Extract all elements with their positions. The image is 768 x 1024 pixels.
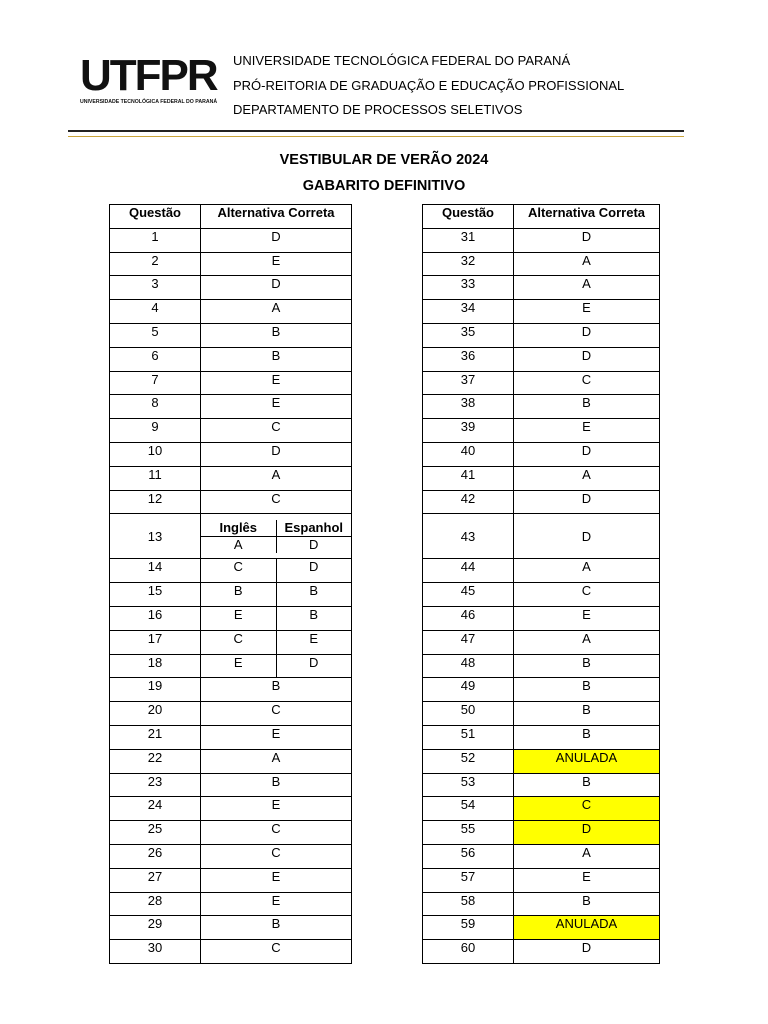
correct-answer: B: [514, 678, 660, 702]
column-header-answer: Alternativa Correta: [514, 205, 660, 229]
table-row: [110, 821, 352, 845]
question-number: 52: [423, 749, 514, 773]
table-row: [110, 323, 352, 347]
question-number: 23: [110, 773, 201, 797]
correct-answer: B: [201, 773, 352, 797]
correct-answer: A: [514, 466, 660, 490]
table-row: [110, 583, 352, 607]
question-number: 50: [423, 702, 514, 726]
answer-english: A: [201, 536, 276, 553]
table-row: [423, 678, 660, 702]
question-number: 39: [423, 419, 514, 443]
table-row: [423, 514, 660, 559]
correct-answer: B: [514, 654, 660, 678]
language-split: [201, 559, 351, 582]
question-number: 32: [423, 252, 514, 276]
question-number: 55: [423, 821, 514, 845]
table-row: [110, 419, 352, 443]
question-number: 3: [110, 276, 201, 300]
table-row: [110, 490, 352, 514]
correct-answer: B: [514, 773, 660, 797]
correct-answer: B: [201, 323, 352, 347]
question-number: 7: [110, 371, 201, 395]
table-row: [110, 466, 352, 490]
table-row: [423, 442, 660, 466]
question-number: 58: [423, 892, 514, 916]
document-subtitle: GABARITO DEFINITIVO: [302, 178, 466, 194]
table-row: [110, 630, 352, 654]
question-number: 29: [110, 916, 201, 940]
table-row: [110, 916, 352, 940]
language-answers: [201, 654, 352, 678]
table-row: [423, 323, 660, 347]
question-number: 21: [110, 725, 201, 749]
language-split: [201, 631, 351, 654]
table-row: [110, 559, 352, 583]
correct-answer: C: [201, 940, 352, 964]
table-row: [110, 940, 352, 964]
question-number: 38: [423, 395, 514, 419]
correct-answer: E: [201, 797, 352, 821]
correct-answer: D: [514, 442, 660, 466]
answer-english: E: [201, 655, 277, 678]
correct-answer: A: [201, 749, 352, 773]
question-number: 4: [110, 300, 201, 324]
question-number: 1: [110, 228, 201, 252]
answer-english: B: [201, 583, 277, 606]
language-answers: [201, 559, 352, 583]
correct-answer: B: [514, 702, 660, 726]
utfpr-logo: [80, 51, 220, 110]
language-answers: [201, 514, 352, 559]
table-row: [423, 252, 660, 276]
correct-answer: E: [514, 606, 660, 630]
correct-answer: D: [201, 442, 352, 466]
correct-answer: D: [514, 347, 660, 371]
table-row: [423, 490, 660, 514]
correct-answer: A: [514, 276, 660, 300]
logo-mark: UTFPR: [80, 51, 217, 100]
question-number: 10: [110, 442, 201, 466]
question-number: 60: [423, 940, 514, 964]
answer-table-left: [109, 204, 352, 964]
correct-answer: A: [514, 559, 660, 583]
table-row: [423, 276, 660, 300]
table-row: [423, 749, 660, 773]
table-row: [423, 844, 660, 868]
question-number: 43: [423, 514, 514, 559]
table-row: [423, 466, 660, 490]
question-number: 17: [110, 630, 201, 654]
table-row: [110, 844, 352, 868]
answer-spanish: B: [309, 583, 319, 599]
correct-answer: D: [514, 821, 660, 845]
table-row: [110, 606, 352, 630]
question-number: 5: [110, 323, 201, 347]
question-number: 27: [110, 868, 201, 892]
header-line-university: UNIVERSIDADE TECNOLÓGICA FEDERAL DO PARANÁ: [233, 53, 571, 68]
correct-answer: E: [201, 892, 352, 916]
correct-answer: C: [201, 419, 352, 443]
answer-spanish: D: [309, 559, 319, 575]
language-split: [201, 583, 351, 606]
answer-english: E: [201, 607, 277, 630]
answer-table-right: [422, 204, 660, 964]
question-number: 19: [110, 678, 201, 702]
table-row: [423, 300, 660, 324]
question-number: 51: [423, 725, 514, 749]
question-number: 35: [423, 323, 514, 347]
document-title: VESTIBULAR DE VERÃO 2024: [279, 152, 489, 168]
header-rule: [68, 130, 684, 132]
answer-spanish: B: [309, 606, 319, 622]
correct-answer: E: [201, 868, 352, 892]
correct-answer: B: [201, 916, 352, 940]
column-header-question: Questão: [110, 205, 201, 229]
table-row: [423, 630, 660, 654]
question-number: 40: [423, 442, 514, 466]
table-row: [423, 559, 660, 583]
question-number: 24: [110, 797, 201, 821]
correct-answer: B: [514, 892, 660, 916]
correct-answer: C: [514, 371, 660, 395]
question-number: 31: [423, 228, 514, 252]
table-row: [423, 395, 660, 419]
answer-spanish: D: [309, 536, 319, 552]
table-row: [110, 892, 352, 916]
column-header-question: Questão: [423, 205, 514, 229]
institution-header: [233, 49, 624, 123]
question-number: 59: [423, 916, 514, 940]
table-row: [423, 371, 660, 395]
table-row: [423, 797, 660, 821]
language-answers: [201, 630, 352, 654]
question-number: 25: [110, 821, 201, 845]
question-number: 18: [110, 654, 201, 678]
answer-english: C: [201, 631, 277, 654]
column-header-answer: Alternativa Correta: [201, 205, 352, 229]
question-number: 6: [110, 347, 201, 371]
table-row: [423, 606, 660, 630]
correct-answer: D: [514, 323, 660, 347]
logo-tagline: UNIVERSIDADE TECNOLÓGICA FEDERAL DO PARANÁ: [80, 99, 218, 105]
question-number: 26: [110, 844, 201, 868]
question-number: 28: [110, 892, 201, 916]
question-number: 45: [423, 583, 514, 607]
language-split: [201, 607, 351, 630]
table-row: [423, 940, 660, 964]
correct-answer: E: [201, 395, 352, 419]
table-row: [423, 868, 660, 892]
table-row: [110, 749, 352, 773]
correct-answer: B: [201, 347, 352, 371]
question-number: 53: [423, 773, 514, 797]
language-answers: [201, 606, 352, 630]
question-number: 30: [110, 940, 201, 964]
language-split: [201, 520, 351, 553]
correct-answer: A: [514, 844, 660, 868]
correct-answer: B: [201, 678, 352, 702]
question-number: 57: [423, 868, 514, 892]
question-number: 15: [110, 583, 201, 607]
language-split: [201, 655, 351, 678]
question-number: 16: [110, 606, 201, 630]
table-row: [423, 228, 660, 252]
table-row: [110, 678, 352, 702]
correct-answer: C: [201, 702, 352, 726]
table-row: [423, 892, 660, 916]
question-number: 11: [110, 466, 201, 490]
table-row: [110, 395, 352, 419]
answer-spanish: D: [309, 654, 319, 670]
question-number: 12: [110, 490, 201, 514]
correct-answer: E: [514, 300, 660, 324]
question-number: 42: [423, 490, 514, 514]
correct-answer: A: [514, 252, 660, 276]
table-row: [110, 300, 352, 324]
table-row: [110, 725, 352, 749]
question-number: 8: [110, 395, 201, 419]
correct-answer: ANULADA: [514, 749, 660, 773]
table-row: [110, 773, 352, 797]
question-number: 56: [423, 844, 514, 868]
question-number: 47: [423, 630, 514, 654]
correct-answer: C: [201, 844, 352, 868]
correct-answer: E: [514, 419, 660, 443]
correct-answer: C: [201, 490, 352, 514]
correct-answer: D: [201, 276, 352, 300]
correct-answer: D: [514, 490, 660, 514]
table-row: [423, 725, 660, 749]
correct-answer: E: [201, 252, 352, 276]
question-number: 46: [423, 606, 514, 630]
correct-answer: C: [514, 797, 660, 821]
answer-english: C: [201, 559, 277, 582]
answer-spanish: E: [309, 630, 319, 646]
correct-answer: D: [514, 940, 660, 964]
correct-answer: A: [201, 300, 352, 324]
question-number: 14: [110, 559, 201, 583]
correct-answer: E: [201, 371, 352, 395]
table-row: [423, 821, 660, 845]
table-row: [110, 654, 352, 678]
question-number: 2: [110, 252, 201, 276]
question-number: 41: [423, 466, 514, 490]
question-number: 20: [110, 702, 201, 726]
correct-answer: D: [514, 514, 660, 559]
table-row: [110, 228, 352, 252]
correct-answer: C: [514, 583, 660, 607]
header-rule-accent: [68, 136, 684, 137]
table-row: [110, 371, 352, 395]
language-header-spanish: Espanhol: [276, 520, 351, 537]
language-header-english: Inglês: [201, 520, 276, 537]
question-number: 49: [423, 678, 514, 702]
question-number: 54: [423, 797, 514, 821]
table-row: [423, 916, 660, 940]
question-number: 22: [110, 749, 201, 773]
correct-answer: E: [514, 868, 660, 892]
table-row: [110, 276, 352, 300]
correct-answer: B: [514, 395, 660, 419]
correct-answer: D: [514, 228, 660, 252]
table-row: [110, 514, 352, 559]
table-row: [110, 868, 352, 892]
question-number: 13: [110, 514, 201, 559]
question-number: 44: [423, 559, 514, 583]
table-row: [423, 583, 660, 607]
correct-answer: A: [514, 630, 660, 654]
correct-answer: E: [201, 725, 352, 749]
header-line-pro-rectory: PRÓ-REITORIA DE GRADUAÇÃO E EDUCAÇÃO PROFISSIONAL: [233, 77, 625, 93]
question-number: 9: [110, 419, 201, 443]
question-number: 33: [423, 276, 514, 300]
table-row: [423, 419, 660, 443]
correct-answer: B: [514, 725, 660, 749]
table-row: [110, 252, 352, 276]
header-line-department: DEPARTAMENTO DE PROCESSOS SELETIVOS: [233, 102, 523, 117]
question-number: 37: [423, 371, 514, 395]
correct-answer: C: [201, 821, 352, 845]
language-answers: [201, 583, 352, 607]
question-number: 48: [423, 654, 514, 678]
table-row: [423, 654, 660, 678]
table-row: [110, 702, 352, 726]
table-row: [423, 702, 660, 726]
correct-answer: A: [201, 466, 352, 490]
table-row: [423, 347, 660, 371]
table-row: [423, 773, 660, 797]
question-number: 34: [423, 300, 514, 324]
question-number: 36: [423, 347, 514, 371]
table-row: [110, 442, 352, 466]
correct-answer: D: [201, 228, 352, 252]
table-row: [110, 797, 352, 821]
correct-answer: ANULADA: [514, 916, 660, 940]
table-row: [110, 347, 352, 371]
